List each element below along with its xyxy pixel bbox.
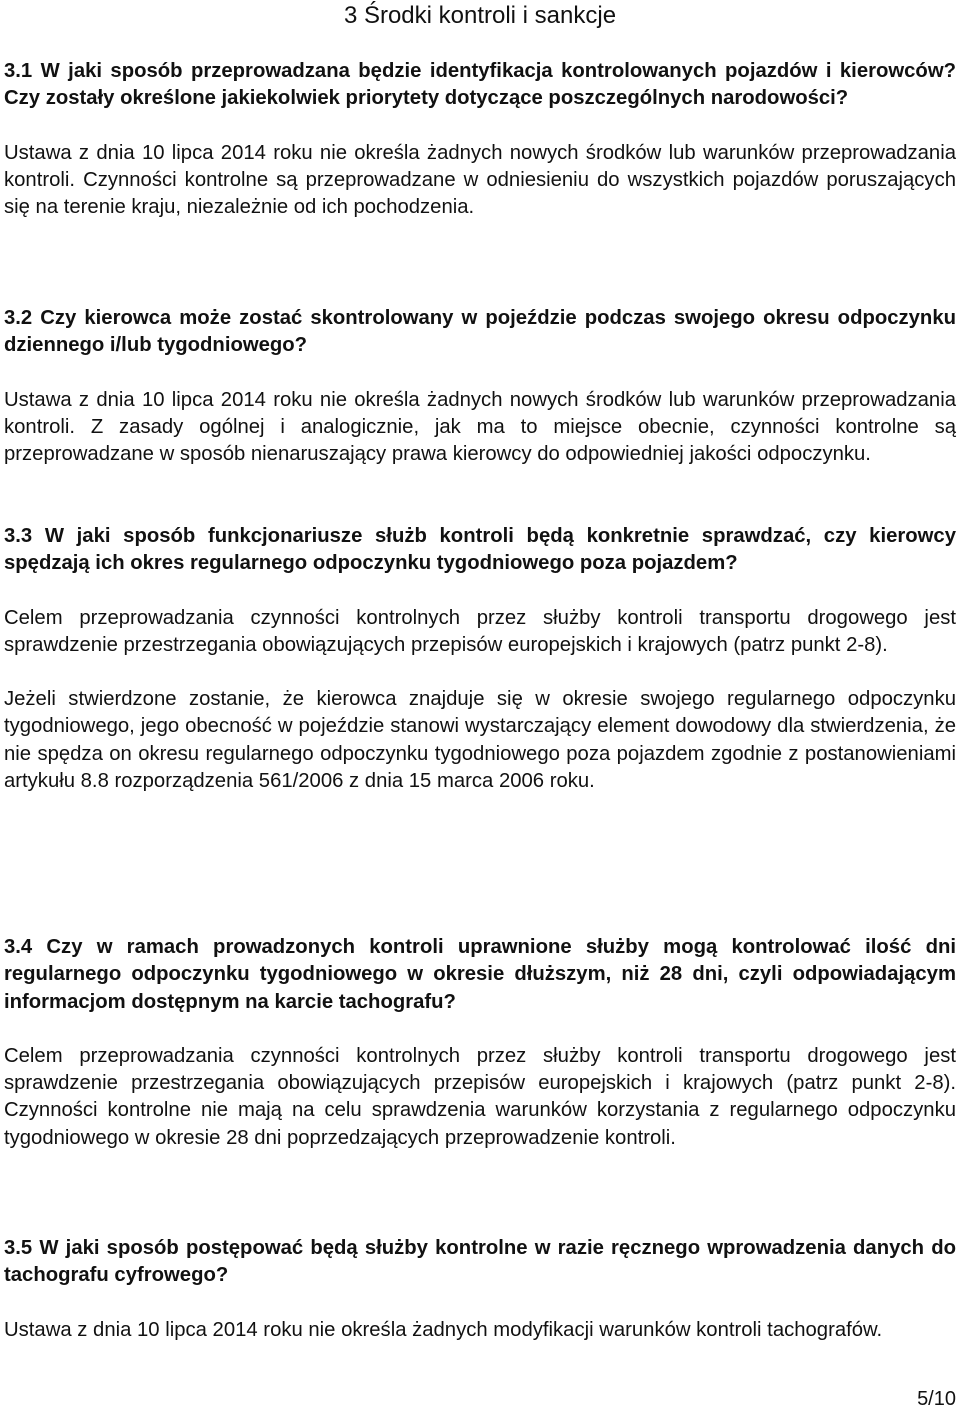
question-heading: 3.1 W jaki sposób przeprowadzana będzie identyfikacja kontrolowanych pojazdów i kierowców? Czy zostały określone jakiekolwiek priorytety dotyczące poszczególnych narodowości? [4,60,956,110]
answer-paragraph: Ustawa z dnia 10 lipca 2014 roku nie określa żadnych nowych środków lub warunków przeprowadzania kontroli. Czynności kontrolne są przeprowadzane w odniesieniu do wszystkich pojazdów poruszających się na terenie kraju, niezależnie od ich pochodzenia. [4,141,956,219]
chapter-title: 3 Środki kontroli i sankcje [343,2,617,29]
question-heading: 3.4 Czy w ramach prowadzonych kontroli uprawnione służby mogą kontrolować ilość dni regularnego odpoczynku tygodniowego w okresie dłuższym, niż 28 dni, czyli odpowiadającym informacjom dostępnym na karcie tachografu? [4,936,956,1013]
answer-paragraph: Celem przeprowadzania czynności kontrolnych przez służby kontroli transportu drogowego jest sprawdzenie przestrzegania obowiązujących przepisów europejskich i krajowych (patrz punkt 2-8). Czynności kontrolne nie mają na celu sprawdzenia warunków korzystania z regularnego odpoczynku tygodniowego w okresie 28 dni poprzedzających przeprowadzenie kontroli. [4,1044,956,1149]
section-3-2 [4,305,956,468]
answer-paragraph: Ustawa z dnia 10 lipca 2014 roku nie określa żadnych nowych środków lub warunków przeprowadzania kontroli. Z zasady ogólnej i analogicznie, jak ma to miejsce obecnie, czynności kontrolne są przeprowadzane w sposób nienaruszający prawa kierowcy do odpowiedniej jakości odpoczynku. [4,388,956,466]
question-heading: 3.3 W jaki sposób funkcjonariusze służb kontroli będą konkretnie sprawdzać, czy kierowcy spędzają ich okres regularnego odpoczynku tygodniowego poza pojazdem? [4,525,956,575]
page-number: 5/10 [917,1388,956,1410]
question-heading: 3.5 W jaki sposób postępować będą służby kontrolne w razie ręcznego wprowadzenia danych do tachografu cyfrowego? [4,1237,956,1287]
section-3-4 [4,934,956,1152]
document-page [4,0,956,1341]
answer-paragraph: Ustawa z dnia 10 lipca 2014 roku nie określa żadnych modyfikacji warunków kontroli tachografów. [4,1318,883,1341]
answer-paragraph: Jeżeli stwierdzone zostanie, że kierowca znajduje się w okresie swojego regularnego odpoczynku tygodniowego, jego obecność w pojeździe stanowi wystarczający element dowodowy dla stwierdzenia, że nie spędza on okresu regularnego odpoczynku tygodniowego poza pojazdem zgodnie z postanowieniami artykułu 8.8 rozporządzenia 561/2006 z dnia 15 marca 2006 roku. [4,688,956,793]
section-3-5 [4,1235,956,1344]
answer-paragraph: Celem przeprowadzania czynności kontrolnych przez służby kontroli transportu drogowego jest sprawdzenie przestrzegania obowiązujących przepisów europejskich i krajowych (patrz punkt 2-8). [4,606,956,656]
question-heading: 3.2 Czy kierowca może zostać skontrolowany w pojeździe podczas swojego okresu odpoczynku dziennego i/lub tygodniowego? [4,307,956,357]
section-3-3 [4,523,956,795]
section-3-1 [4,58,956,221]
